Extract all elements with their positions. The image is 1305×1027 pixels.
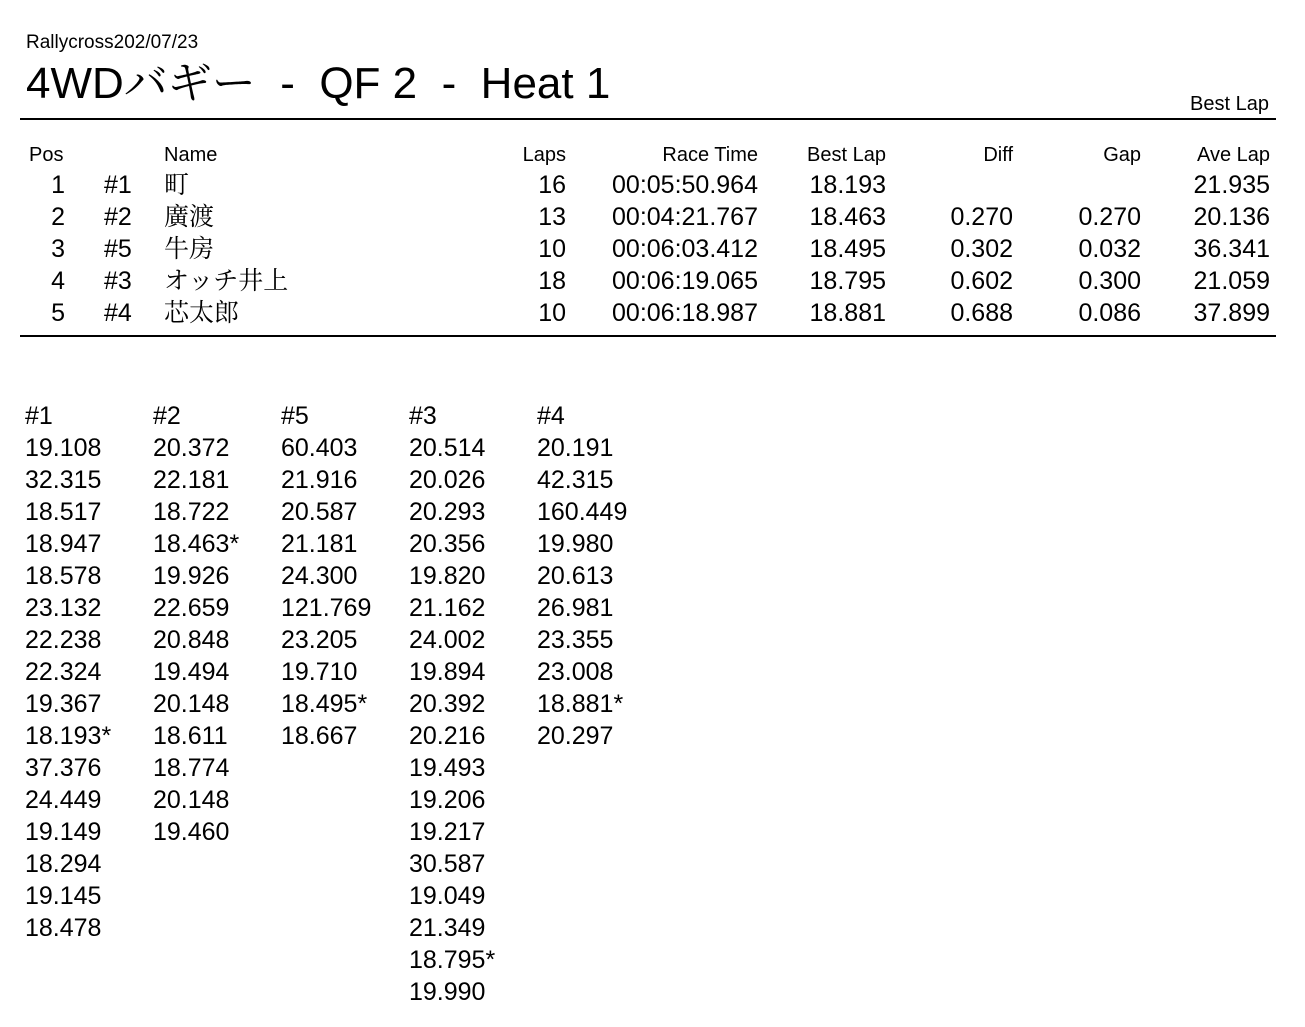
best-lap-cell: 18.495 [809,235,886,263]
lap-time: 19.206 [409,786,486,814]
lap-time: 19.149 [25,818,102,846]
lap-time: 19.926 [153,562,230,590]
col-header-pos: Pos [29,144,64,166]
car-number-cell: #4 [104,299,132,327]
lap-time: 18.495* [281,690,368,718]
lap-time: 121.769 [281,594,372,622]
driver-name-cell: 町 [164,171,190,199]
lap-time: 18.517 [25,498,102,526]
lap-time: 20.587 [281,498,358,526]
race-time-cell: 00:05:50.964 [612,171,758,199]
lap-time: 23.008 [537,658,614,686]
pos-cell: 3 [51,235,65,263]
col-header-ave-lap: Ave Lap [1196,144,1270,166]
car-number-cell: #3 [104,267,132,295]
best-lap-cell: 18.463 [809,203,886,231]
lap-time: 20.026 [409,466,486,494]
lap-time: 18.193* [25,722,112,750]
lap-time: 18.294 [25,850,102,878]
table-row [20,169,1276,201]
lap-time: 21.181 [281,530,358,558]
lap-time: 18.947 [25,530,102,558]
lap-time: 20.148 [153,690,230,718]
lap-time: 19.460 [153,818,230,846]
gap-cell: 0.300 [1078,267,1141,295]
diff-cell: 0.302 [950,235,1013,263]
table-row [20,297,1276,329]
pos-cell: 2 [51,203,65,231]
lap-time: 18.667 [281,722,358,750]
best-lap-cell: 18.193 [809,171,886,199]
table-row [20,233,1276,265]
lap-time: 42.315 [537,466,614,494]
lap-column-header: #1 [25,402,53,430]
lap-column-header: #3 [409,402,437,430]
col-header-diff: Diff [983,144,1013,166]
best-lap-cell: 18.795 [809,267,886,295]
driver-name-cell: 廣渡 [164,203,215,231]
top-divider [20,118,1276,120]
col-header-race-time: Race Time [662,144,758,166]
lap-time: 20.297 [537,722,614,750]
lap-time: 18.463* [153,530,240,558]
lap-time: 18.611 [153,722,228,750]
page-title: 4WDバギー - QF 2 - Heat 1 [26,59,611,108]
col-header-gap: Gap [1103,144,1141,166]
lap-time: 22.181 [153,466,230,494]
lap-column [25,400,111,944]
lap-time: 26.981 [537,594,614,622]
lap-time: 18.722 [153,498,230,526]
lap-time: 20.216 [409,722,486,750]
lap-time: 18.478 [25,914,102,942]
lap-time: 19.820 [409,562,486,590]
lap-time: 18.881* [537,690,624,718]
laps-cell: 16 [538,171,566,199]
lap-time: 18.578 [25,562,102,590]
lap-time: 19.894 [409,658,486,686]
col-header-name: Name [164,144,218,166]
laps-cell: 18 [538,267,566,295]
lap-time: 20.148 [153,786,230,814]
lap-time: 23.355 [537,626,614,654]
lap-time: 19.990 [409,978,486,1006]
lap-time: 21.349 [409,914,486,942]
pos-cell: 5 [51,299,65,327]
lap-time: 160.449 [537,498,628,526]
lap-time: 24.300 [281,562,358,590]
lap-time: 24.449 [25,786,102,814]
ave-lap-cell: 37.899 [1193,299,1270,327]
race-time-cell: 00:06:03.412 [612,235,758,263]
lap-time: 20.191 [537,434,614,462]
gap-cell: 0.032 [1078,235,1141,263]
lap-time: 19.217 [409,818,486,846]
best-lap-cell: 18.881 [809,299,886,327]
lap-time: 37.376 [25,754,102,782]
results-header-row [20,141,1276,169]
gap-cell: 0.270 [1078,203,1141,231]
lap-time: 22.238 [25,626,102,654]
driver-name-cell: 芯太郎 [164,299,240,327]
lap-column [537,400,627,752]
lap-time: 21.916 [281,466,358,494]
lap-time: 19.494 [153,658,230,686]
diff-cell: 0.688 [950,299,1013,327]
laps-cell: 10 [538,299,566,327]
lap-time: 22.659 [153,594,230,622]
lap-time: 24.002 [409,626,486,654]
lap-time: 20.613 [537,562,614,590]
lap-time: 20.392 [409,690,486,718]
results-table [20,141,1276,329]
lap-time: 22.324 [25,658,102,686]
race-time-cell: 00:04:21.767 [612,203,758,231]
diff-cell: 0.602 [950,267,1013,295]
lap-time: 19.049 [409,882,486,910]
lap-time: 30.587 [409,850,486,878]
lap-time: 20.848 [153,626,230,654]
ave-lap-cell: 21.935 [1193,171,1270,199]
lap-time: 19.108 [25,434,102,462]
driver-name-cell: オッチ井上 [164,267,289,295]
race-time-cell: 00:06:18.987 [612,299,758,327]
lap-time: 23.205 [281,626,358,654]
ave-lap-cell: 21.059 [1193,267,1270,295]
driver-name-cell: 牛房 [164,235,215,263]
car-number-cell: #1 [104,171,132,199]
car-number-cell: #5 [104,235,132,263]
diff-cell: 0.270 [950,203,1013,231]
lap-time: 20.372 [153,434,230,462]
lap-time: 19.145 [25,882,102,910]
lap-time: 60.403 [281,434,358,462]
col-header-laps: Laps [522,144,566,166]
lap-time: 23.132 [25,594,102,622]
lap-time: 21.162 [409,594,486,622]
gap-cell: 0.086 [1078,299,1141,327]
lap-time: 20.356 [409,530,486,558]
lap-time: 19.493 [409,754,486,782]
lap-column-header: #5 [281,402,309,430]
lap-column [281,400,371,752]
col-header-best-lap: Best Lap [807,144,886,166]
lap-time: 18.795* [409,946,496,974]
lap-column [153,400,239,848]
laps-cell: 10 [538,235,566,263]
lap-time: 19.367 [25,690,102,718]
event-subtitle: Rallycross202/07/23 [26,32,199,53]
table-row [20,201,1276,233]
pos-cell: 4 [51,267,65,295]
laps-cell: 13 [538,203,566,231]
table-row [20,265,1276,297]
pos-cell: 1 [51,171,65,199]
best-lap-label: Best Lap [1190,93,1269,115]
lap-time: 19.710 [281,658,358,686]
ave-lap-cell: 20.136 [1193,203,1270,231]
car-number-cell: #2 [104,203,132,231]
lap-time: 20.293 [409,498,486,526]
bottom-divider [20,335,1276,337]
lap-column-header: #4 [537,402,565,430]
lap-time: 18.774 [153,754,230,782]
lap-time: 19.980 [537,530,614,558]
race-time-cell: 00:06:19.065 [612,267,758,295]
lap-time: 32.315 [25,466,102,494]
lap-column-header: #2 [153,402,181,430]
ave-lap-cell: 36.341 [1193,235,1270,263]
lap-time: 20.514 [409,434,486,462]
lap-column [409,400,495,1008]
